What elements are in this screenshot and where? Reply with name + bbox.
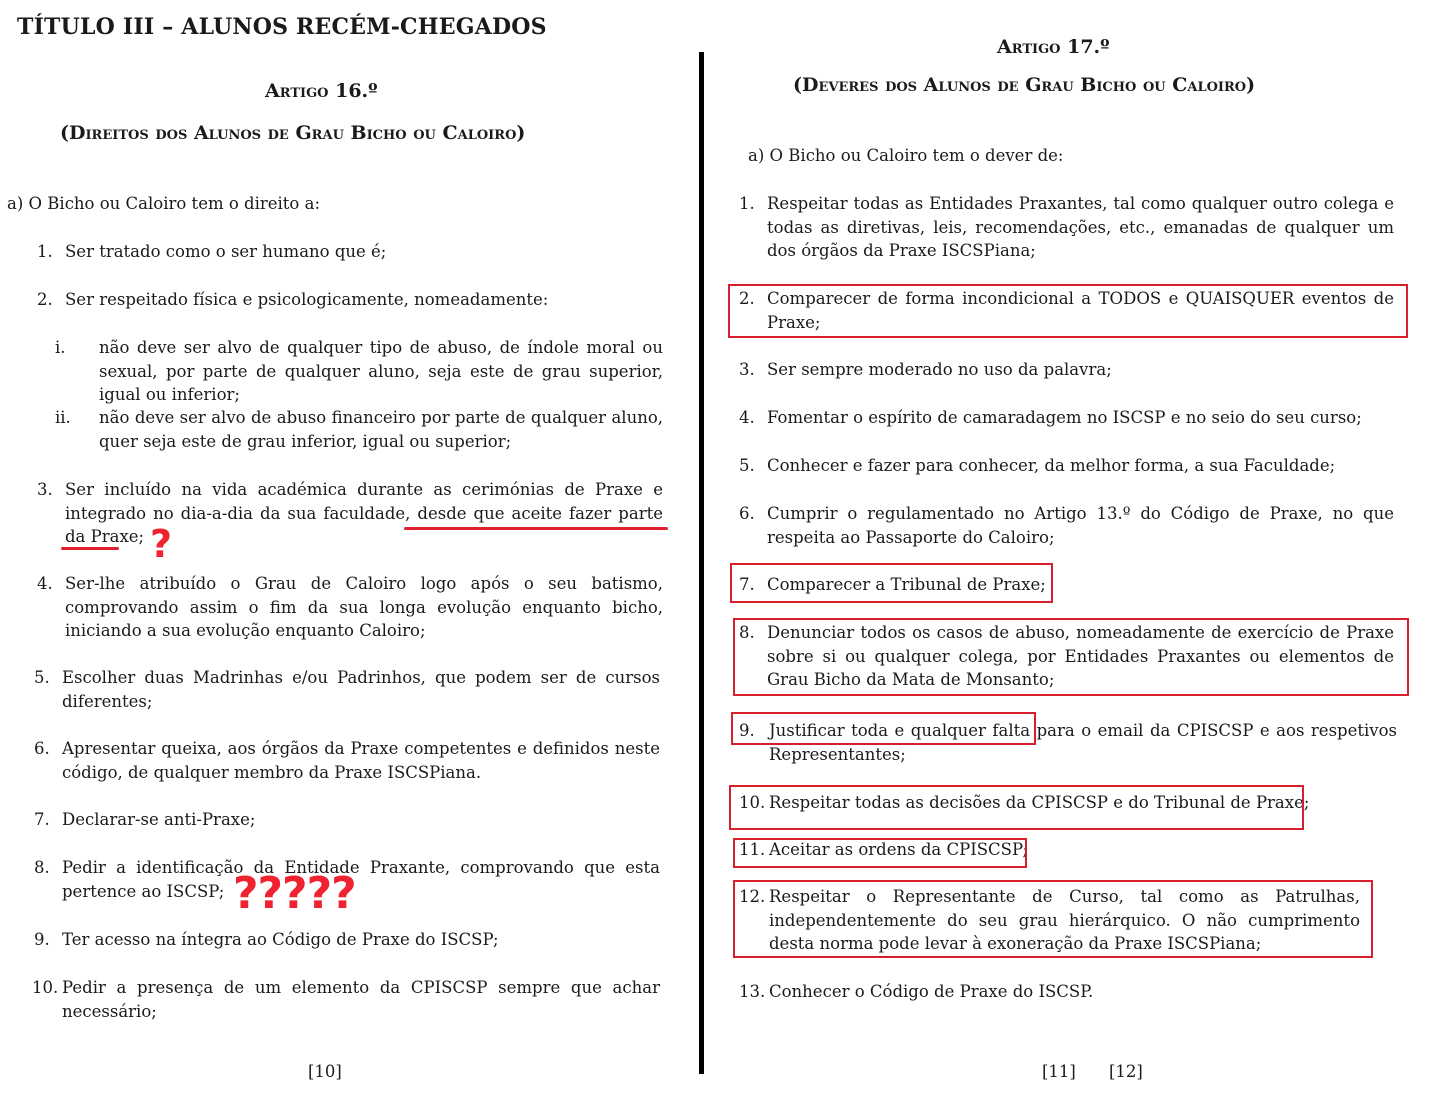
- right-item-1-text: Respeitar todas as Entidades Praxantes, tal como qualquer outro colega e todas as diretivas, leis, recomendações, etc., emanadas de qualquer um dos órgãos da Praxe ISCSPiana;: [767, 194, 1394, 260]
- highlight-box-item-9: [731, 712, 1036, 745]
- left-item-3-text: Ser incluído na vida académica durante as cerimónias de Praxe e integrado no dia-a-dia da sua faculdade, desde que aceite fazer parte da Praxe;: [65, 480, 663, 546]
- question-marks-annotation: ?????: [233, 868, 356, 919]
- left-item-7-text: Declarar-se anti-Praxe;: [62, 810, 256, 829]
- question-mark-annotation: ?: [150, 522, 173, 566]
- right-item-1-num: 1.: [739, 194, 755, 213]
- highlight-box-item-2: [728, 284, 1408, 338]
- right-item-4-num: 4.: [739, 408, 755, 427]
- left-item-6-num: 6.: [34, 739, 50, 758]
- right-item-6-text: Cumprir o regulamentado no Artigo 13.º do Código de Praxe, no que respeita ao Passaporte do Caloiro;: [767, 504, 1394, 547]
- left-page-number: [10]: [308, 1062, 342, 1081]
- right-item-2-num: 2.: [739, 289, 755, 308]
- left-item-2-num: 2.: [37, 290, 53, 309]
- left-item-4-num: 4.: [37, 574, 53, 593]
- right-item-6-num: 6.: [739, 504, 755, 523]
- left-item-10-num: 10.: [32, 978, 59, 997]
- left-item-4-text: Ser-lhe atribuído o Grau de Caloiro logo após o seu batismo, comprovando assim o fim da sua longa evolução enquanto bicho, iniciando a sua evolução enquanto Caloiro;: [65, 574, 663, 640]
- right-item-7-num: 7.: [739, 575, 755, 594]
- right-item-2-text: Comparecer de forma incondicional a TODOS e QUAISQUER eventos de Praxe;: [767, 289, 1394, 332]
- left-item-8-text: Pedir a identificação da Entidade Praxante, comprovando que esta pertence ao ISCSP;: [62, 858, 660, 901]
- right-item-12-num: 12.: [739, 887, 766, 906]
- highlight-box-item-12: [733, 880, 1373, 958]
- left-item-1-num: 1.: [37, 242, 53, 261]
- left-item-9-num: 9.: [34, 930, 50, 949]
- left-item-6-text: Apresentar queixa, aos órgãos da Praxe competentes e definidos neste código, de qualquer membro da Praxe ISCSPiana.: [62, 739, 660, 782]
- right-item-11-num: 11.: [739, 840, 766, 859]
- left-item-7-num: 7.: [34, 810, 50, 829]
- right-item-3-num: 3.: [739, 360, 755, 379]
- left-article-heading: (Direitos dos Alunos de Grau Bicho ou Caloiro): [60, 122, 526, 144]
- right-item-5-text: Conhecer e fazer para conhecer, da melhor forma, a sua Faculdade;: [767, 456, 1336, 475]
- right-page-number-12: [12]: [1109, 1062, 1143, 1081]
- underline-condition: [404, 527, 668, 530]
- left-subitem-i-text: não deve ser alvo de qualquer tipo de abuso, de índole moral ou sexual, por parte de qualquer aluno, seja este de grau superior, igual ou inferior;: [99, 338, 663, 404]
- right-item-3-text: Ser sempre moderado no uso da palavra;: [767, 360, 1112, 379]
- right-item-11-text: Aceitar as ordens da CPISCSP;: [769, 840, 1029, 859]
- left-subitem-i-num: i.: [55, 338, 66, 357]
- right-item-5-num: 5.: [739, 456, 755, 475]
- right-item-8-text: Denunciar todos os casos de abuso, nomeadamente de exercício de Praxe sobre si ou qualquer colega, por Entidades Praxantes ou elementos de Grau Bicho da Mata de Monsanto;: [767, 623, 1394, 689]
- right-article-heading: (Deveres dos Alunos de Grau Bicho ou Caloiro): [793, 74, 1256, 96]
- left-item-2-text: Ser respeitado física e psicologicamente, nomeadamente:: [65, 290, 549, 309]
- highlight-box-item-8: [733, 618, 1409, 696]
- underline-praxe: [61, 547, 119, 550]
- left-item-9-text: Ter acesso na íntegra ao Código de Praxe do ISCSP;: [62, 930, 499, 949]
- right-item-10-text: Respeitar todas as decisões da CPISCSP e do Tribunal de Praxe;: [769, 793, 1310, 812]
- right-item-7-text: Comparecer a Tribunal de Praxe;: [767, 575, 1046, 594]
- right-item-13-num: 13.: [739, 982, 766, 1001]
- left-item-10-text: Pedir a presença de um elemento da CPISCSP sempre que achar necessário;: [62, 978, 660, 1021]
- left-article-number: Artigo 16.º: [265, 80, 378, 102]
- document-title: TÍTULO III – ALUNOS RECÉM-CHEGADOS: [17, 14, 547, 40]
- right-item-9-text: Justificar toda e qualquer falta para o email da CPISCSP e aos respetivos Representantes;: [769, 721, 1397, 764]
- left-item-8-num: 8.: [34, 858, 50, 877]
- left-item-5-num: 5.: [34, 668, 50, 687]
- left-item-1-text: Ser tratado como o ser humano que é;: [65, 242, 387, 261]
- right-item-9-num: 9.: [739, 721, 755, 740]
- page-divider: [699, 52, 704, 1074]
- right-item-13-text: Conhecer o Código de Praxe do ISCSP.: [769, 982, 1094, 1001]
- left-subitem-ii-text: não deve ser alvo de abuso financeiro por parte de qualquer aluno, quer seja este de grau inferior, igual ou superior;: [99, 408, 663, 451]
- right-page-number-11: [11]: [1042, 1062, 1076, 1081]
- left-subitem-ii-num: ii.: [55, 408, 71, 427]
- right-intro: a) O Bicho ou Caloiro tem o dever de:: [748, 146, 1064, 165]
- right-item-10-num: 10.: [739, 793, 766, 812]
- highlight-box-item-11: [733, 838, 1027, 868]
- highlight-box-item-10: [729, 785, 1304, 830]
- right-item-8-num: 8.: [739, 623, 755, 642]
- right-item-4-text: Fomentar o espírito de camaradagem no ISCSP e no seio do seu curso;: [767, 408, 1362, 427]
- left-intro: a) O Bicho ou Caloiro tem o direito a:: [7, 194, 321, 213]
- left-item-5-text: Escolher duas Madrinhas e/ou Padrinhos, que podem ser de cursos diferentes;: [62, 668, 660, 711]
- left-item-3-num: 3.: [37, 480, 53, 499]
- highlight-box-item-7: [730, 563, 1053, 603]
- right-item-12-text: Respeitar o Representante de Curso, tal como as Patrulhas, independentemente do seu grau hierárquico. O não cumprimento desta norma pode levar à exoneração da Praxe ISCSPiana;: [769, 887, 1360, 953]
- right-article-number: Artigo 17.º: [997, 36, 1110, 58]
